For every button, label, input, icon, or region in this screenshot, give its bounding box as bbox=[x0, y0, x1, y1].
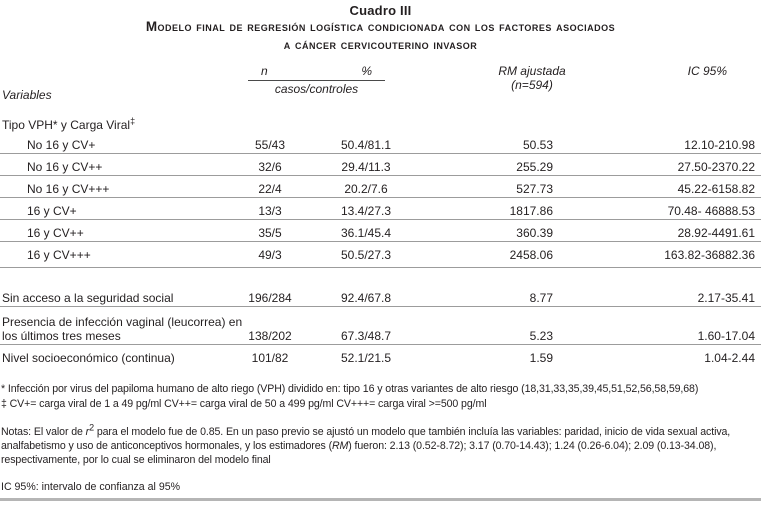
table-row bbox=[0, 176, 761, 198]
row-variable-label bbox=[0, 204, 225, 218]
cell-ic95: 70.48- 46888.53 bbox=[667, 204, 755, 218]
col-header-casos-controles: casos/controles bbox=[274, 82, 359, 96]
col-header-n: n bbox=[261, 64, 268, 78]
col-header-rm-line2: (n=594) bbox=[511, 78, 553, 92]
cell-n-casos-controles: 35/5 bbox=[258, 226, 282, 240]
col-header-n-pct-group bbox=[248, 64, 385, 96]
cell-percent: 50.4/81.1 bbox=[340, 138, 392, 152]
notes-rm-symbol: RM bbox=[332, 440, 349, 452]
bottom-rule bbox=[0, 498, 761, 501]
row-label-line1: 16 y CV+++ bbox=[27, 248, 91, 262]
cell-n-casos-controles: 138/202 bbox=[248, 329, 292, 343]
col-header-n-pct-row bbox=[248, 64, 385, 81]
row-variable-label bbox=[0, 138, 225, 152]
cell-ic95: 163.82-36882.36 bbox=[664, 248, 755, 262]
row-label-line1: No 16 y CV+++ bbox=[27, 182, 110, 196]
cell-percent: 50.5/27.3 bbox=[340, 248, 392, 262]
col-header-ic95: IC 95% bbox=[687, 64, 727, 78]
table-row bbox=[0, 154, 761, 176]
row-variable-label bbox=[0, 248, 225, 262]
notes-text-3: ) fueron: 2.13 (0.52-8.72); 3.17 (0.70-14.43); 1.24 (0.26-6.04); 2.09 (0.13-34.08), respectivamente, por lo cual se eliminaron del modelo final bbox=[1, 440, 717, 466]
cell-rm-ajustada: 1.59 bbox=[529, 351, 553, 365]
notes-text-1: Notas: El valor de bbox=[1, 426, 86, 438]
row-variable-label bbox=[0, 291, 225, 305]
cell-percent: 20.2/7.6 bbox=[344, 182, 388, 196]
ic-definition-note: IC 95%: intervalo de confianza al 95% bbox=[1, 481, 181, 493]
cell-percent: 13.4/27.3 bbox=[340, 204, 392, 218]
row-label-line1: Presencia de infección vaginal (leucorrea) en bbox=[2, 315, 243, 329]
footnote-double-dagger: ‡ CV+= carga viral de 1 a 49 pg/ml CV++= carga viral de 50 a 499 pg/ml CV+++= carga viral >=500 pg/ml bbox=[1, 398, 487, 410]
row-variable-label bbox=[0, 351, 225, 365]
table-body bbox=[0, 132, 761, 366]
cell-n-casos-controles: 22/4 bbox=[258, 182, 282, 196]
cell-rm-ajustada: 1817.86 bbox=[509, 204, 553, 218]
cell-percent: 36.1/45.4 bbox=[340, 226, 392, 240]
cell-ic95: 1.04-2.44 bbox=[704, 351, 755, 365]
table-row bbox=[0, 285, 761, 307]
double-dagger-marker: ‡ bbox=[130, 116, 136, 126]
footnote-asterisk: * Infección por virus del papiloma humano de alto riego (VPH) dividido en: tipo 16 y otras variantes de alto riesgo (18,31,33,35,39,45,51,52,56,58,59,68) bbox=[1, 383, 699, 395]
cell-rm-ajustada: 5.23 bbox=[529, 329, 553, 343]
cell-n-casos-controles: 32/6 bbox=[258, 160, 282, 174]
cell-percent: 92.4/67.8 bbox=[340, 291, 392, 305]
cell-n-casos-controles: 49/3 bbox=[258, 248, 282, 262]
table-row bbox=[0, 220, 761, 242]
row-label-line1: No 16 y CV+ bbox=[27, 138, 96, 152]
row-variable-label bbox=[0, 315, 243, 343]
table-title-line2: a cáncer cervicouterino invasor bbox=[283, 37, 478, 52]
cell-rm-ajustada: 360.39 bbox=[516, 226, 553, 240]
notes-text-2: para el modelo fue de 0.85. En un paso previo se ajustó un modelo que también incluía las variables: paridad, inicio de vida sexual activa, analfabetismo y uso de anticonceptivos hormonales, y los estimadores ( bbox=[1, 426, 731, 452]
cell-n-casos-controles: 55/43 bbox=[254, 138, 286, 152]
group-header-vph-carga-viral bbox=[0, 118, 761, 132]
col-header-rm-ajustada bbox=[462, 64, 602, 92]
cell-rm-ajustada: 527.73 bbox=[516, 182, 553, 196]
cell-rm-ajustada: 8.77 bbox=[529, 291, 553, 305]
cell-ic95: 12.10-210.98 bbox=[684, 138, 755, 152]
group-header-text: Tipo VPH* y Carga Viral bbox=[2, 118, 131, 132]
cell-rm-ajustada: 50.53 bbox=[522, 138, 553, 152]
row-variable-label bbox=[0, 226, 225, 240]
table-title-block bbox=[0, 0, 761, 54]
notes-r-symbol: r bbox=[85, 426, 90, 438]
cell-n-casos-controles: 13/3 bbox=[258, 204, 282, 218]
row-label-line1: Sin acceso a la seguridad social bbox=[2, 291, 174, 305]
footnotes-block bbox=[0, 382, 761, 412]
cell-ic95: 1.60-17.04 bbox=[697, 329, 755, 343]
table-row bbox=[0, 345, 761, 366]
row-label-line1: 16 y CV+ bbox=[27, 204, 77, 218]
table-number: Cuadro III bbox=[349, 3, 412, 18]
cell-percent: 29.4/11.3 bbox=[341, 160, 391, 174]
row-variable-label bbox=[0, 160, 225, 174]
cell-ic95: 2.17-35.41 bbox=[697, 291, 755, 305]
row-label-line1: No 16 y CV++ bbox=[27, 160, 103, 174]
notes-r-squared-sup: 2 bbox=[89, 422, 94, 433]
col-header-pct: % bbox=[361, 64, 372, 78]
row-label-line1: Nivel socioeconómico (continua) bbox=[2, 351, 175, 365]
table-title-line1: Modelo final de regresión logística condicionada con los factores asociados bbox=[145, 19, 616, 34]
row-label-line1: 16 y CV++ bbox=[27, 226, 84, 240]
cell-ic95: 28.92-4491.61 bbox=[677, 226, 755, 240]
cell-percent: 52.1/21.5 bbox=[340, 351, 392, 365]
table-row bbox=[0, 132, 761, 154]
cell-rm-ajustada: 2458.06 bbox=[509, 248, 553, 262]
table-column-headers bbox=[0, 64, 761, 104]
row-variable-label bbox=[0, 182, 225, 196]
table-row bbox=[0, 198, 761, 220]
table-row bbox=[0, 307, 761, 345]
cell-percent: 67.3/48.7 bbox=[340, 329, 392, 343]
notes-paragraph bbox=[0, 422, 761, 467]
cell-n-casos-controles: 101/82 bbox=[251, 351, 289, 365]
col-header-variables: Variables bbox=[2, 88, 52, 102]
cell-ic95: 45.22-6158.82 bbox=[677, 182, 755, 196]
cell-rm-ajustada: 255.29 bbox=[516, 160, 553, 174]
table-row bbox=[0, 242, 761, 268]
cell-ic95: 27.50-2370.22 bbox=[677, 160, 755, 174]
row-label-line2: los últimos tres meses bbox=[2, 329, 121, 343]
cell-n-casos-controles: 196/284 bbox=[248, 291, 292, 305]
col-header-rm-line1: RM ajustada bbox=[498, 64, 566, 78]
